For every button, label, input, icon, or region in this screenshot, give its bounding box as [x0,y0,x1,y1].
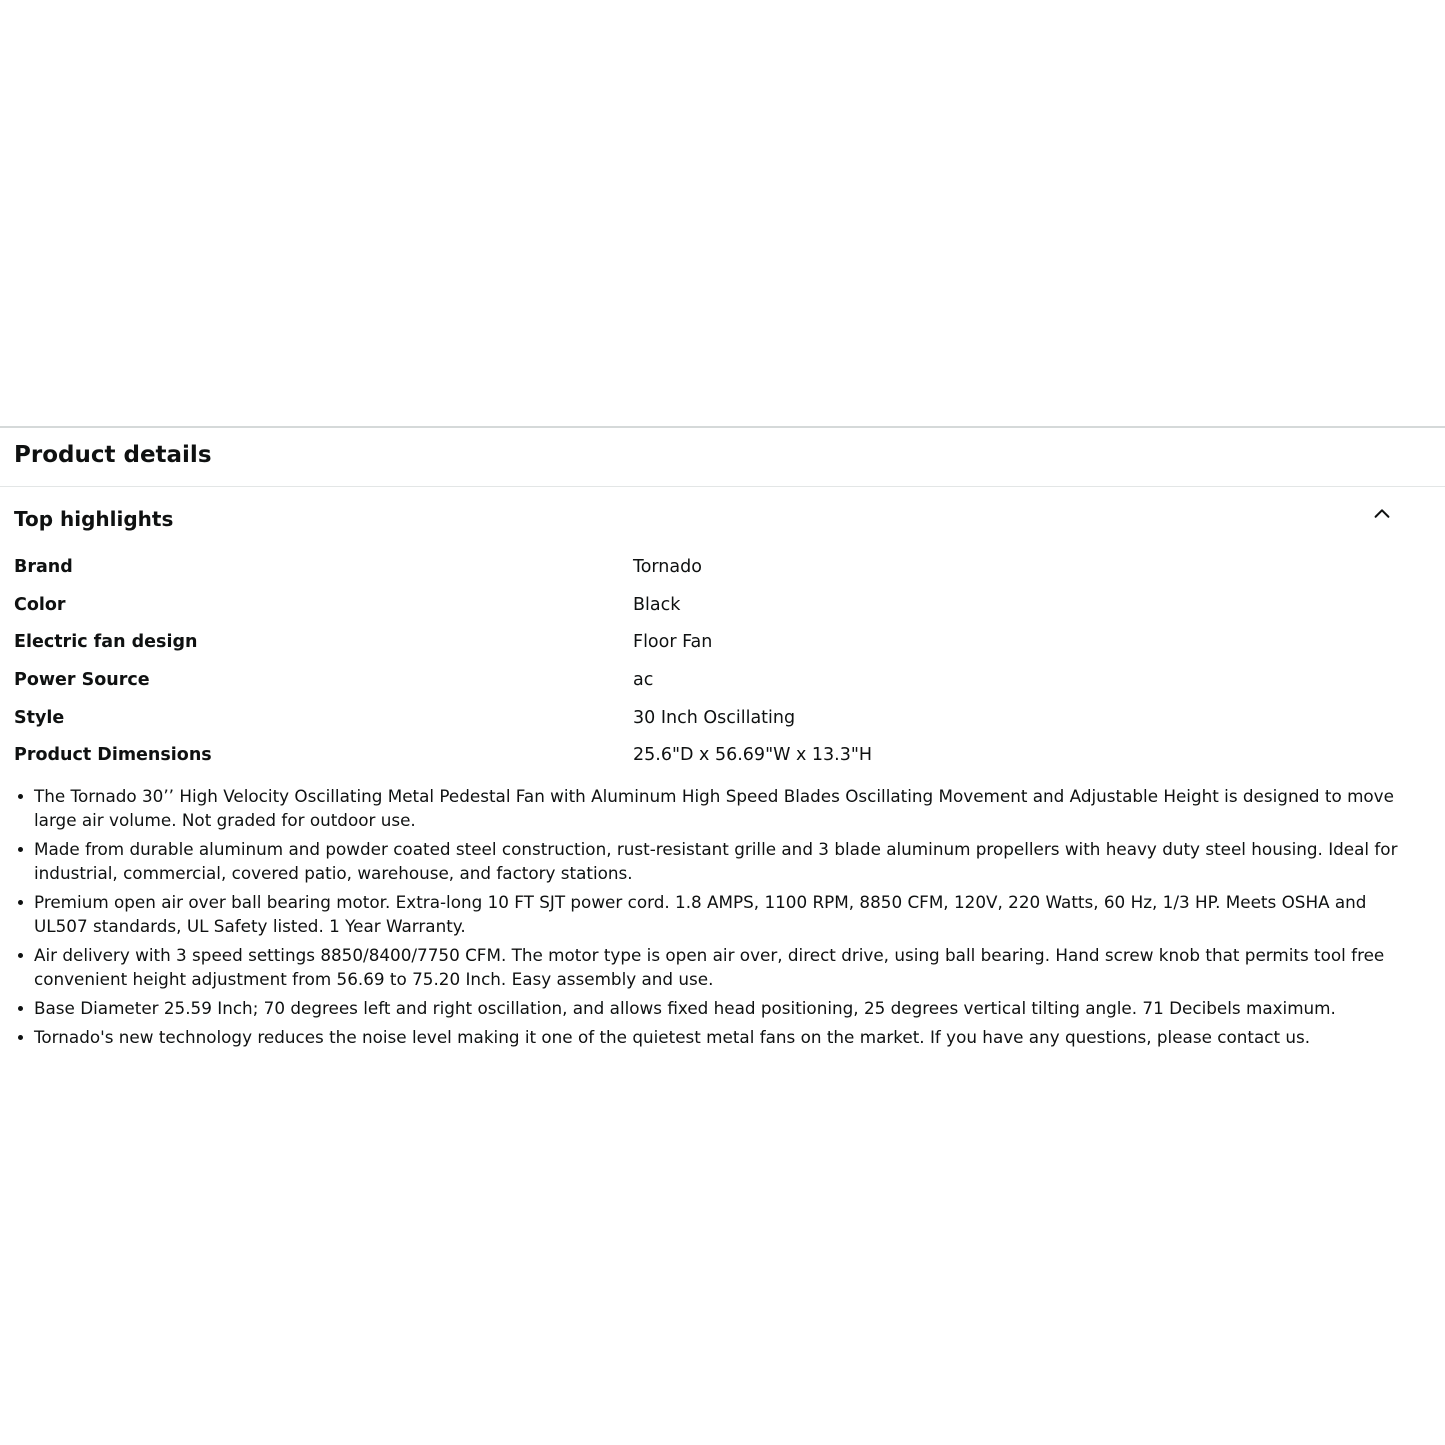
spec-value: 30 Inch Oscillating [633,707,796,728]
feature-bullet: Base Diameter 25.59 Inch; 70 degrees left and right oscillation, and allows fixed head positioning, 25 degrees vertical tilting angle. 71 Decibels maximum. [34,996,1424,1020]
feature-bullet: Made from durable aluminum and powder coated steel construction, rust-resistant grille and 3 blade aluminum propellers with heavy duty steel housing. Ideal for industrial, commercial, covered patio, warehouse, and factory stations. [34,837,1424,885]
chevron-up-icon[interactable] [1371,503,1393,525]
spec-label: Product Dimensions [14,745,212,766]
spec-value: Tornado [633,556,702,577]
spec-value: Floor Fan [633,632,713,653]
specs-table [14,548,1434,774]
feature-bullet: Premium open air over ball bearing motor. Extra-long 10 FT SJT power cord. 1.8 AMPS, 1100 RPM, 8850 CFM, 120V, 220 Watts, 60 Hz, 1/3 HP. Meets OSHA and UL507 standards, UL Safety listed. 1 Year Warranty. [34,890,1424,938]
spec-row-color [14,586,1434,624]
blank-top-area [0,0,1445,426]
spec-label: Color [14,594,66,615]
spec-row-power-source [14,661,1434,699]
feature-bullet: Tornado's new technology reduces the noise level making it one of the quietest metal fans on the market. If you have any questions, please contact us. [34,1025,1424,1049]
spec-label: Style [14,707,65,728]
spec-row-brand [14,548,1434,586]
feature-bullet: Air delivery with 3 speed settings 8850/8400/7750 CFM. The motor type is open air over, direct drive, using ball bearing. Hand screw knob that permits tool free convenient height adjustment from 56.69 to 75.20 Inch. Easy assembly and use. [34,943,1424,991]
spec-label: Electric fan design [14,632,198,653]
top-highlights-title: Top highlights [14,507,174,531]
spec-label: Power Source [14,669,150,690]
spec-row-style [14,699,1434,737]
spec-value: ac [633,669,654,690]
top-highlights-header[interactable] [0,487,1445,547]
spec-row-product-dimensions [14,736,1434,774]
feature-bullet: The Tornado 30’’ High Velocity Oscillating Metal Pedestal Fan with Aluminum High Speed Blades Oscillating Movement and Adjustable Height is designed to move large air volume. Not graded for outdoor use. [34,784,1424,832]
product-details-section [0,426,1445,1047]
spec-label: Brand [14,556,73,577]
spec-value: Black [633,594,681,615]
spec-row-electric-fan-design [14,623,1434,661]
feature-bullets [14,784,1424,1054]
spec-value: 25.6"D x 56.69"W x 13.3"H [633,745,873,766]
product-details-title: Product details [14,442,212,468]
